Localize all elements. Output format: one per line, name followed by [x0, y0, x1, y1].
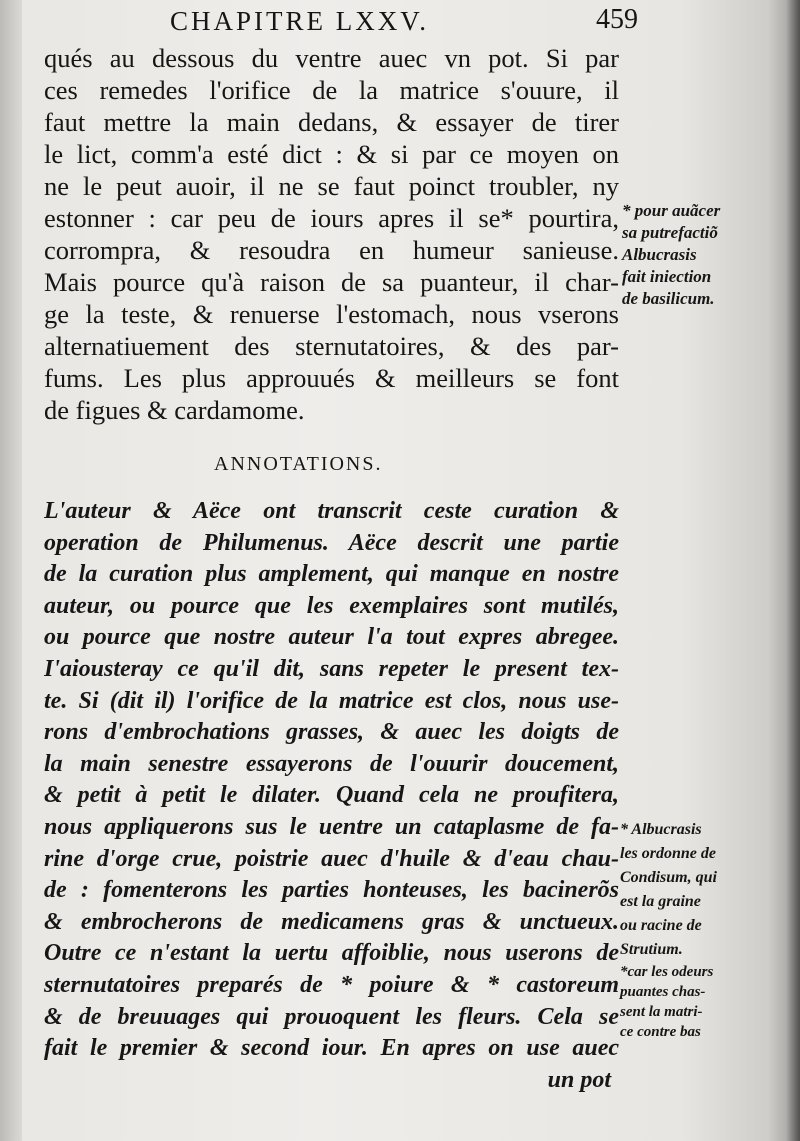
annotation-line: operation de Philumenus. Aëce descrit une partie — [44, 529, 619, 556]
text-line: corrompra, & resoudra en humeur sanieuse. — [44, 235, 619, 265]
margin-note-line: puantes chas- — [620, 984, 706, 1000]
annotation-line: L'auteur & Aëce ont transcrit ceste curation & — [44, 498, 619, 524]
annotation-line: fait le premier & second iour. En apres on use auec — [44, 1035, 619, 1062]
main-text — [44, 42, 619, 426]
margin-note-line: Condisum, qui — [620, 869, 717, 886]
margin-note-2 — [620, 818, 780, 1042]
annotations-text — [44, 496, 619, 1096]
margin-note-line: de basilicum. — [622, 289, 715, 308]
annotation-line: de la curation plus amplement, qui manque en nostre — [44, 561, 619, 588]
annotation-line: la main senestre essayerons de l'ouurir doucement, — [44, 750, 619, 777]
text-line: fums. Les plus approuués & meilleurs se font — [44, 363, 619, 393]
annotation-line: sternutatoires preparés de * poiure & * castoreum — [44, 971, 619, 998]
annotation-line: nous appliquerons sus le uentre un cataplasme de fa- — [44, 813, 619, 840]
margin-note-line: sa putrefactiõ — [622, 223, 718, 242]
text-line: faut mettre la main dedans, & essayer de tirer — [44, 107, 619, 137]
annotations-heading: ANNOTATIONS. — [214, 453, 383, 475]
text-line: ge la teste, & renuerse l'estomach, nous vserons — [44, 299, 619, 329]
text-line: estonner : car peu de iours apres il se* pourtira, — [44, 203, 619, 233]
margin-note-1 — [622, 200, 782, 310]
annotation-line: te. Si (dit il) l'orifice de la matrice est clos, nous use- — [44, 687, 619, 714]
text-line: Mais pource qu'à raison de sa puanteur, il char- — [44, 267, 619, 297]
page-number: 459 — [596, 4, 638, 35]
annotation-line: auteur, ou pource que les exemplaires sont mutilés, — [44, 592, 619, 619]
margin-note-line: les ordonne de — [620, 845, 716, 862]
annotation-line: Outre ce n'estant la uertu affoiblie, nous userons de — [44, 940, 619, 967]
page-gutter — [0, 0, 22, 1141]
annotation-line: rine d'orge crue, poistrie auec d'huile & d'eau chau- — [44, 845, 619, 872]
annotation-line: & de breuuages qui prouoquent les fleurs. Cela se — [44, 1003, 619, 1030]
margin-note-line: ce contre bas — [620, 1024, 701, 1040]
margin-note-line: * Albucrasis — [620, 821, 702, 838]
margin-note-line: est la graine — [620, 893, 701, 910]
margin-note-line: sent la matri- — [620, 1004, 703, 1020]
running-head: CHAPITRE LXXV. — [170, 6, 430, 36]
text-line: de figues & cardamome. — [44, 395, 305, 425]
margin-note-line: Albucrasis — [622, 245, 697, 264]
text-line: ne le peut auoir, il ne se faut poinct troubler, ny — [44, 171, 619, 201]
page-edge-shadow — [786, 0, 800, 1141]
margin-note-line: Strutium. — [620, 941, 683, 958]
text-line: alternatiuement des sternutatoires, & des par- — [44, 331, 619, 361]
margin-note-line: *car les odeurs — [620, 964, 714, 980]
annotation-line: un pot — [547, 1066, 611, 1093]
annotation-line: & petit à petit le dilater. Quand cela ne proufitera, — [44, 782, 619, 809]
margin-note-line: fait iniection — [622, 267, 712, 286]
margin-note-line: ou racine de — [620, 917, 702, 934]
annotation-line: ou pource que nostre auteur l'a tout expres abregee. — [44, 624, 619, 651]
annotation-line: I'aiousteray ce qu'il dit, sans repeter le present tex- — [44, 655, 619, 682]
annotation-line: de : fomenterons les parties honteuses, les bacinerõs — [44, 877, 619, 904]
page-header — [170, 4, 670, 44]
annotation-line: & embrocherons de medicamens gras & unctueux. — [44, 908, 619, 935]
text-line: ces remedes l'orifice de la matrice s'ouure, il — [44, 75, 619, 105]
text-line: le lict, comm'a esté dict : & si par ce moyen on — [44, 139, 619, 169]
annotation-line: rons d'embrochations grasses, & auec les doigts de — [44, 719, 619, 746]
margin-note-line: * pour auãcer — [622, 201, 721, 220]
text-line: qués au dessous du ventre auec vn pot. Si par — [44, 43, 619, 73]
